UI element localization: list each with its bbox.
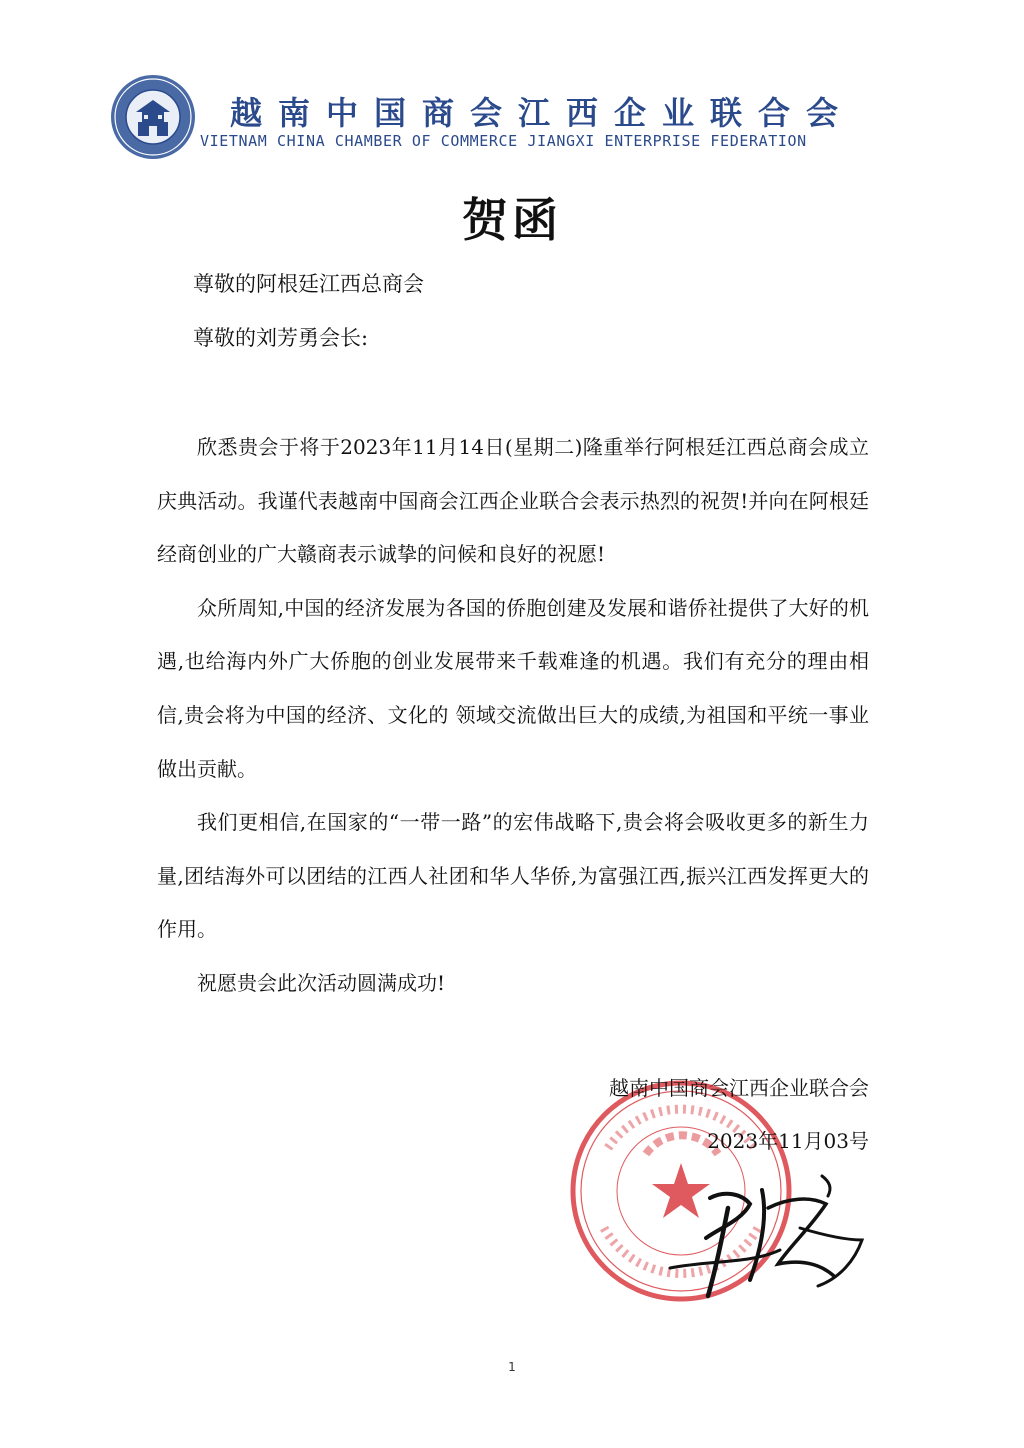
- page-number: 1: [508, 1360, 516, 1374]
- org-name-chinese: 越南中国商会江西企业联合会: [230, 94, 855, 132]
- letterhead: [110, 74, 880, 164]
- letter-body: [157, 421, 869, 1011]
- signoff-date: 2023年11月03号: [707, 1129, 869, 1153]
- body-paragraph: 欣悉贵会于将于2023年11月14日(星期二)隆重举行阿根廷江西总商会成立庆典活动。我谨代表越南中国商会江西企业联合会表示热烈的祝贺!并向在阿根廷经商创业的广大赣商表示诚挚的问候和良好的祝愿!: [157, 435, 869, 567]
- body-paragraph: 众所周知,中国的经济发展为各国的侨胞创建及发展和谐侨社提供了大好的机遇,也给海内外广大侨胞的创业发展带来千载难逢的机遇。我们有充分的理由相信,贵会将为中国的经济、文化的 领域交流做出巨大的成绩,为祖国和平统一事业做出贡献。: [157, 595, 869, 781]
- org-name-english: VIETNAM CHINA CHAMBER OF COMMERCE JIANGXI ENTERPRISE FEDERATION: [200, 132, 807, 150]
- body-paragraph: 祝愿贵会此次活动圆满成功!: [197, 970, 446, 995]
- letter-title: 贺函: [462, 193, 562, 247]
- salutation-organization: 尊敬的阿根廷江西总商会: [193, 272, 424, 296]
- handwritten-signature-icon: [650, 1168, 870, 1308]
- chamber-emblem-icon: [110, 74, 196, 160]
- signoff-organization: 越南中国商会江西企业联合会: [609, 1076, 869, 1100]
- salutation-person: 尊敬的刘芳勇会长:: [193, 326, 369, 350]
- body-paragraph: 我们更相信,在国家的“一带一路”的宏伟战略下,贵会将会吸收更多的新生力量,团结海外可以团结的江西人社团和华人华侨,为富强江西,振兴江西发挥更大的作用。: [157, 810, 869, 942]
